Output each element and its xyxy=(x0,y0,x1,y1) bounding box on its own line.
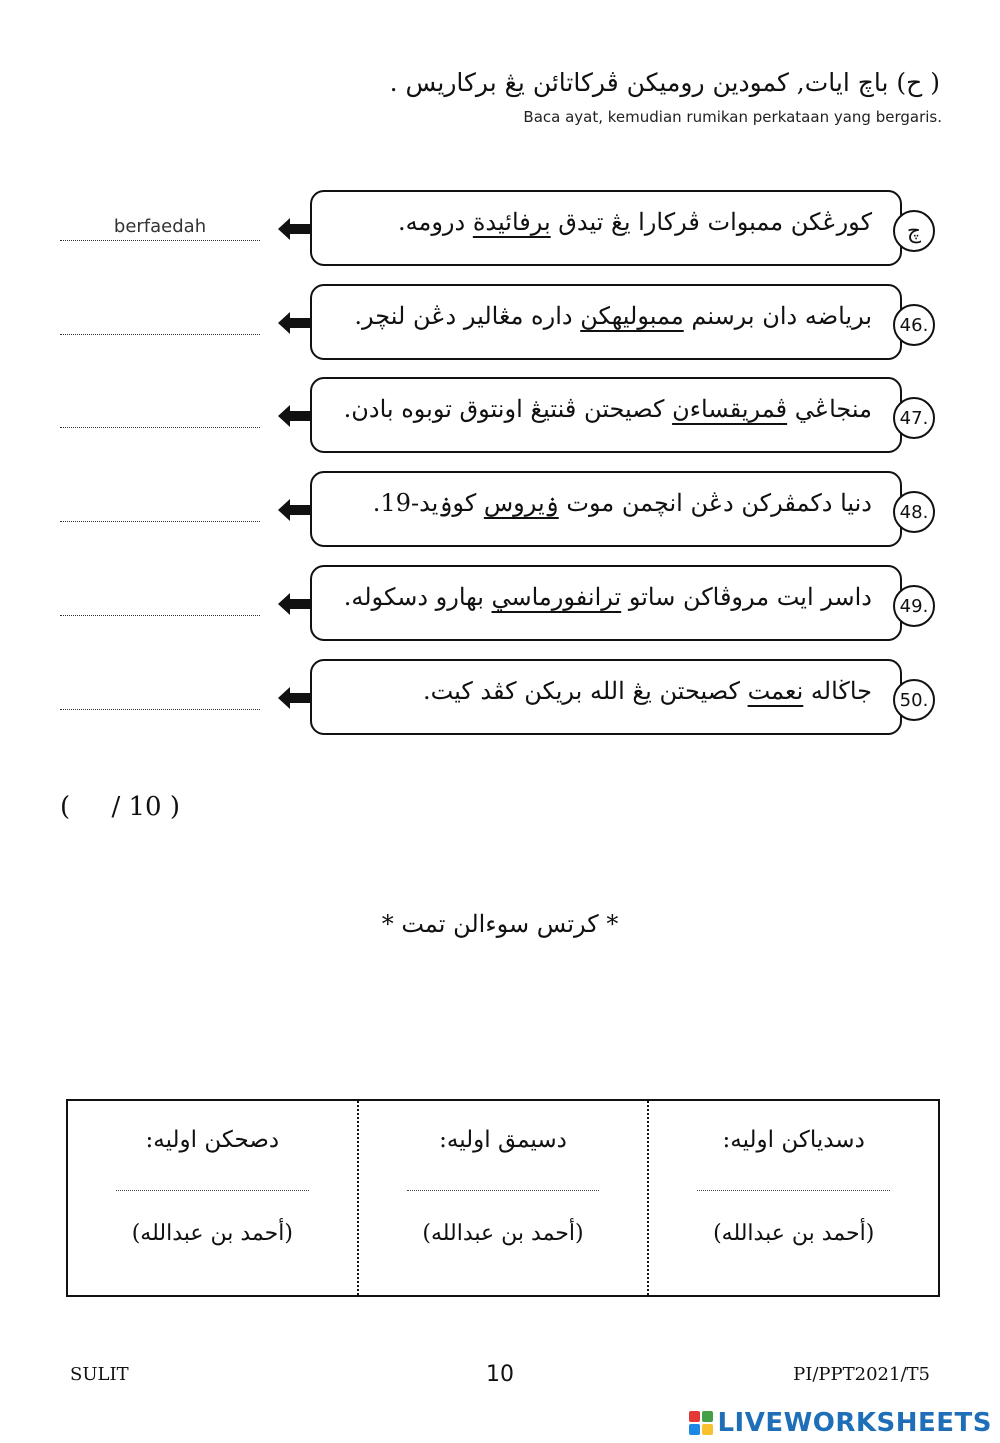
instruction-jawi: ( ح) باچ ايات, كمودين روميكن ڤركاتائن يڠ بركاريس . xyxy=(389,68,940,97)
answer-input[interactable] xyxy=(60,401,260,425)
underlined-word: ممبوليهكن xyxy=(580,302,684,330)
arrow-left-icon xyxy=(278,403,312,429)
question-number: 48. xyxy=(893,491,935,533)
signature-label: دسيمق اوليه: xyxy=(439,1127,567,1153)
sentence xyxy=(398,208,872,236)
underlined-word: نعمت xyxy=(747,677,804,705)
sentence xyxy=(344,395,872,423)
answer-input[interactable] xyxy=(60,495,260,519)
answer-line xyxy=(60,709,260,710)
arrow-left-icon xyxy=(278,685,312,711)
page-number: 10 xyxy=(486,1362,514,1387)
question-row xyxy=(0,284,1000,364)
sentence-after: داره مڠالير دڠن لنچر. xyxy=(354,302,581,330)
underlined-word: ڤمريقساءن xyxy=(672,395,788,423)
sentence-before: دنيا دكمڤركن دڠن انچمن موت xyxy=(558,489,872,517)
signature-name: (أحمد بن عبدالله) xyxy=(422,1221,584,1246)
sentence-after: درومه. xyxy=(397,208,473,236)
signature-table xyxy=(66,1099,940,1297)
brand-blocks-icon xyxy=(689,1411,713,1435)
question-row xyxy=(0,471,1000,551)
answer-input[interactable] xyxy=(60,308,260,332)
answer-line xyxy=(60,240,260,241)
brand-logo xyxy=(689,1408,992,1438)
answer-input[interactable] xyxy=(60,214,260,238)
end-note: * كرتس سوءالن تمت * xyxy=(381,910,619,938)
answer-input[interactable] xyxy=(60,589,260,613)
arrow-left-icon xyxy=(278,216,312,242)
arrow-left-icon xyxy=(278,497,312,523)
arrow-left-icon xyxy=(278,591,312,617)
answer-line xyxy=(60,334,260,335)
sentence-after: كوۏيد-19. xyxy=(372,489,484,517)
sentence-after: كصيحتن ڤنتيڠ اونتوق توبوه بادن. xyxy=(343,395,673,423)
brand-text: LIVEWORKSHEETS xyxy=(717,1408,992,1438)
signature-line xyxy=(697,1190,890,1191)
brand-block xyxy=(689,1424,700,1435)
sentence-before: منجاڠي xyxy=(787,395,872,423)
question-number: چ xyxy=(893,210,935,252)
underlined-word: ۏيروس xyxy=(483,489,559,517)
answer-line xyxy=(60,427,260,428)
signature-cell xyxy=(68,1101,357,1295)
brand-block xyxy=(689,1411,700,1422)
question-row xyxy=(0,659,1000,739)
answer-input[interactable] xyxy=(60,683,260,707)
sentence-after: كصيحتن يڠ الله بريكن كڤد كيت. xyxy=(422,677,748,705)
brand-block xyxy=(702,1411,713,1422)
footer-right: PI/PPT2021/T5 xyxy=(793,1364,930,1385)
sentence-after: بهارو دسكوله. xyxy=(343,583,492,611)
signature-cell xyxy=(647,1101,938,1295)
arrow-left-icon xyxy=(278,310,312,336)
sentence xyxy=(373,489,872,517)
sentence xyxy=(344,583,872,611)
underlined-word: ترانفورماسي xyxy=(491,583,622,611)
sentence-before: برياضه دان برسنم xyxy=(683,302,872,330)
signature-line xyxy=(116,1190,309,1191)
question-row xyxy=(0,190,1000,270)
signature-label: دصحكن اوليه: xyxy=(145,1127,280,1153)
underlined-word: برفائيدة xyxy=(472,208,551,236)
question-row xyxy=(0,565,1000,645)
sentence-before: جاڬاله xyxy=(803,677,872,705)
signature-line xyxy=(407,1190,600,1191)
sentence-before: كورڠكن ممبوات ڤركارا يڠ تيدق xyxy=(550,208,872,236)
question-number: 49. xyxy=(893,585,935,627)
signature-name: (أحمد بن عبدالله) xyxy=(131,1221,293,1246)
question-number: 50. xyxy=(893,679,935,721)
footer-left: SULIT xyxy=(70,1364,129,1385)
question-number: 47. xyxy=(893,397,935,439)
signature-name: (أحمد بن عبدالله) xyxy=(713,1221,875,1246)
instruction-rumi: Baca ayat, kemudian rumikan perkataan yang bergaris. xyxy=(523,108,942,126)
sentence-before: داسر ايت مروڤاكن ساتو xyxy=(621,583,872,611)
brand-block xyxy=(702,1424,713,1435)
signature-cell xyxy=(357,1101,648,1295)
score-box: ( / 10 ) xyxy=(60,792,180,822)
answer-line xyxy=(60,615,260,616)
answer-line xyxy=(60,521,260,522)
signature-label: دسدياكن اوليه: xyxy=(722,1127,865,1153)
sentence xyxy=(354,302,872,330)
question-number: 46. xyxy=(893,304,935,346)
question-row xyxy=(0,377,1000,457)
sentence xyxy=(423,677,872,705)
